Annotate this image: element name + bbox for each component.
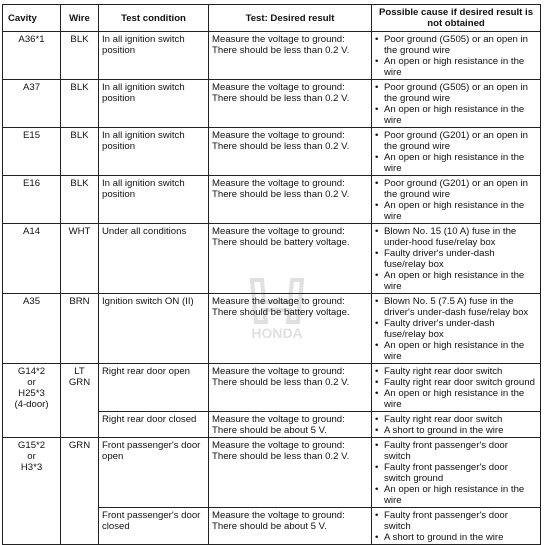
wire-cell: WHT: [61, 224, 99, 294]
test-condition-cell: In all ignition switch position: [99, 32, 209, 80]
header-wire: Wire: [61, 5, 99, 32]
cause-item: • Faulty right rear door switch: [375, 366, 537, 377]
header-cavity: Cavity: [3, 5, 61, 32]
cavity-cell: E16: [3, 176, 61, 224]
cause-list: [375, 414, 537, 436]
cause-item: • An open or high resistance in the wire: [375, 270, 537, 292]
cause-item: • Faulty right rear door switch: [375, 414, 537, 425]
cause-list: [375, 226, 537, 292]
cause-item: • Blown No. 5 (7.5 A) fuse in the driver's under-dash fuse/relay box: [375, 296, 537, 318]
wire-cell: BLK: [61, 32, 99, 80]
table-body: [3, 32, 541, 545]
cause-item: • Poor ground (G201) or an open in the ground wire: [375, 178, 537, 200]
cavity-cell: A36*1: [3, 32, 61, 80]
cause-list: [375, 178, 537, 222]
test-condition-cell: Right rear door closed: [99, 412, 209, 438]
possible-cause-cell: [372, 80, 541, 128]
desired-result-cell: Measure the voltage to ground: There should be less than 0.2 V.: [209, 438, 372, 508]
cavity-cell: A35: [3, 294, 61, 364]
possible-cause-cell: [372, 412, 541, 438]
test-condition-cell: Front passenger's door closed: [99, 508, 209, 545]
wire-cell: LT GRN: [61, 364, 99, 438]
cause-item: • An open or high resistance in the wire: [375, 340, 537, 362]
cause-item: • Poor ground (G505) or an open in the ground wire: [375, 82, 537, 104]
cause-item: • An open or high resistance in the wire: [375, 56, 537, 78]
cause-list: [375, 130, 537, 174]
possible-cause-cell: [372, 438, 541, 508]
header-possible-cause: Possible cause if desired result is not obtained: [372, 5, 541, 32]
cavity-cell: A14: [3, 224, 61, 294]
test-condition-cell: Ignition switch ON (II): [99, 294, 209, 364]
test-condition-cell: Under all conditions: [99, 224, 209, 294]
cause-item: • Blown No. 15 (10 A) fuse in the under-hood fuse/relay box: [375, 226, 537, 248]
table-row: [3, 364, 541, 412]
cause-item: • Faulty front passenger's door switch: [375, 440, 537, 462]
desired-result-cell: Measure the voltage to ground: There should be less than 0.2 V.: [209, 80, 372, 128]
cavity-cell: E15: [3, 128, 61, 176]
wire-cell: BRN: [61, 294, 99, 364]
desired-result-cell: Measure the voltage to ground: There should be battery voltage.: [209, 294, 372, 364]
table-row: [3, 32, 541, 80]
test-condition-cell: In all ignition switch position: [99, 80, 209, 128]
cause-item: • A short to ground in the wire: [375, 532, 537, 543]
possible-cause-cell: [372, 128, 541, 176]
wire-cell: BLK: [61, 128, 99, 176]
desired-result-cell: Measure the voltage to ground: There should be less than 0.2 V.: [209, 364, 372, 412]
document-page: [2, 4, 540, 545]
cause-list: [375, 34, 537, 78]
test-condition-cell: In all ignition switch position: [99, 176, 209, 224]
table-header-row: [3, 5, 541, 32]
desired-result-cell: Measure the voltage to ground: There should be battery voltage.: [209, 224, 372, 294]
desired-result-cell: Measure the voltage to ground: There should be less than 0.2 V.: [209, 128, 372, 176]
cause-item: • Poor ground (G505) or an open in the ground wire: [375, 34, 537, 56]
table-row: [3, 438, 541, 508]
cause-list: [375, 82, 537, 126]
possible-cause-cell: [372, 364, 541, 412]
cause-item: • Poor ground (G201) or an open in the ground wire: [375, 130, 537, 152]
cause-list: [375, 510, 537, 543]
cause-item: • An open or high resistance in the wire: [375, 484, 537, 506]
cavity-cell: A37: [3, 80, 61, 128]
cause-item: • Faulty front passenger's door switch ground: [375, 462, 537, 484]
cause-item: • Faulty driver's under-dash fuse/relay box: [375, 318, 537, 340]
desired-result-cell: Measure the voltage to ground: There should be about 5 V.: [209, 412, 372, 438]
table-row: [3, 128, 541, 176]
test-condition-cell: Right rear door open: [99, 364, 209, 412]
cause-item: • An open or high resistance in the wire: [375, 152, 537, 174]
test-condition-cell: Front passenger's door open: [99, 438, 209, 508]
possible-cause-cell: [372, 508, 541, 545]
table-row: [3, 294, 541, 364]
table-row: [3, 224, 541, 294]
header-test-condition: Test condition: [99, 5, 209, 32]
cavity-cell: G15*2 or H3*3: [3, 438, 61, 545]
watermark-text: HONDA: [251, 325, 303, 341]
table-row: [3, 176, 541, 224]
table-row: [3, 80, 541, 128]
cause-list: [375, 366, 537, 410]
desired-result-cell: Measure the voltage to ground: There should be about 5 V.: [209, 508, 372, 545]
possible-cause-cell: [372, 224, 541, 294]
cause-item: • Faulty front passenger's door switch: [375, 510, 537, 532]
wire-cell: BLK: [61, 176, 99, 224]
cause-item: • An open or high resistance in the wire: [375, 104, 537, 126]
cause-list: [375, 296, 537, 362]
cause-item: • An open or high resistance in the wire: [375, 388, 537, 410]
possible-cause-cell: [372, 176, 541, 224]
cause-item: • A short to ground in the wire: [375, 425, 537, 436]
test-condition-cell: In all ignition switch position: [99, 128, 209, 176]
possible-cause-cell: [372, 32, 541, 80]
header-desired-result: Test: Desired result: [209, 5, 372, 32]
connector-test-table: [2, 4, 541, 545]
wire-cell: GRN: [61, 438, 99, 545]
cause-item: • Faulty right rear door switch ground: [375, 377, 537, 388]
desired-result-cell: Measure the voltage to ground: There should be less than 0.2 V.: [209, 176, 372, 224]
desired-result-cell: Measure the voltage to ground: There should be less than 0.2 V.: [209, 32, 372, 80]
cause-list: [375, 440, 537, 506]
possible-cause-cell: [372, 294, 541, 364]
cause-item: • Faulty driver's under-dash fuse/relay box: [375, 248, 537, 270]
cause-item: • An open or high resistance in the wire: [375, 200, 537, 222]
cavity-cell: G14*2 or H25*3 (4-door): [3, 364, 61, 438]
wire-cell: BLK: [61, 80, 99, 128]
